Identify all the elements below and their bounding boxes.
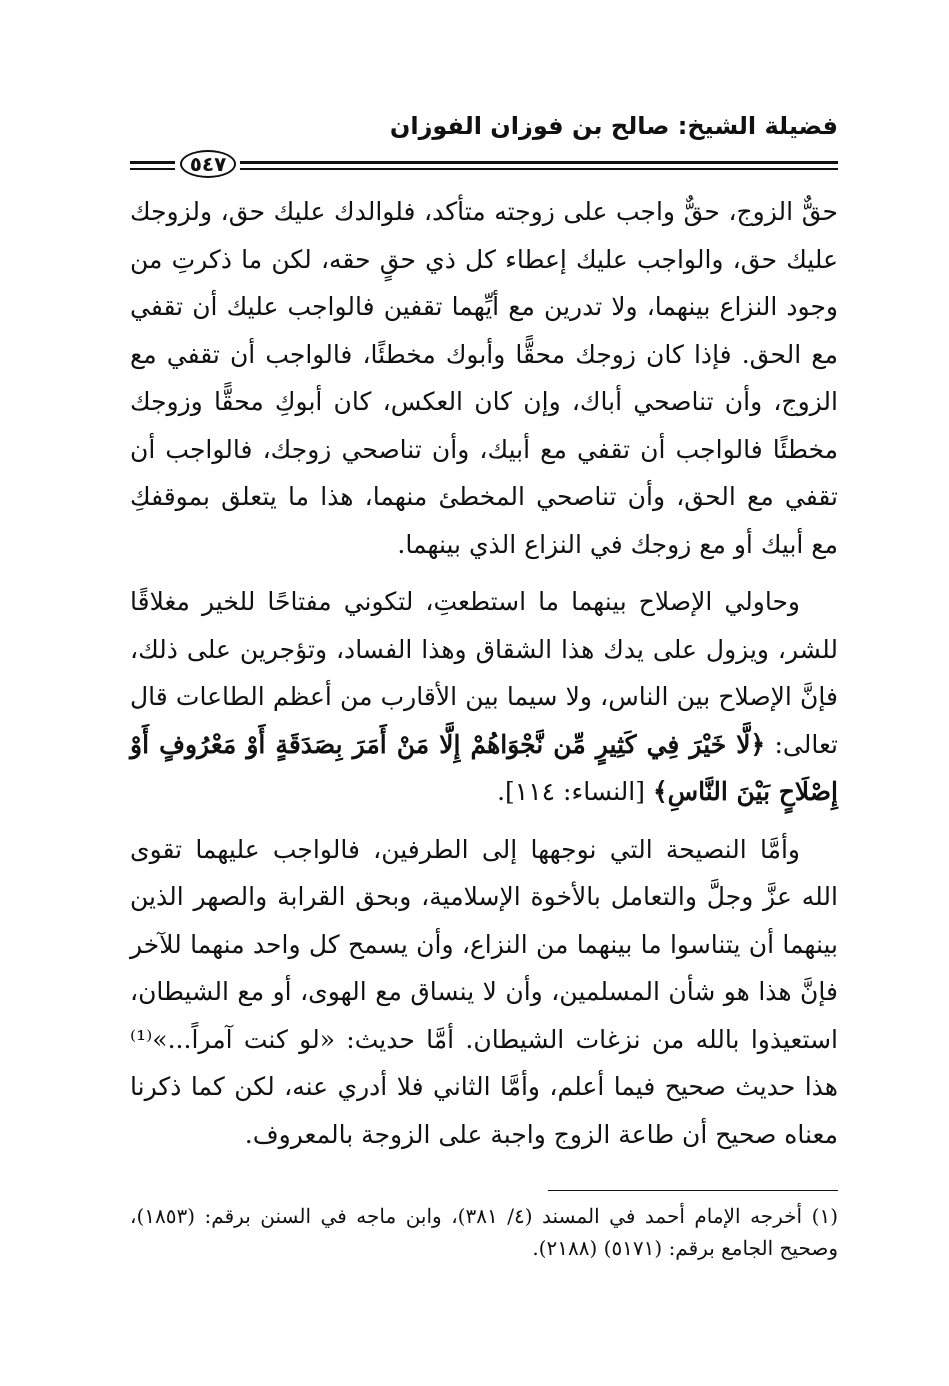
paragraph-2-text: وحاولي الإصلاح بينهما ما استطعتِ، لتكوني مفتاحًا للخير مغلاقًا للشر، ويزول على يدك هذا الشقاق وهذا الفساد، وتؤجرين على ذلك، فإنَّ الإصلاح بين الناس، ولا سيما بين الأقارب من أعظم الطاعات قال تعالى: — [130, 587, 838, 759]
paragraph-2 — [130, 578, 838, 816]
quran-reference: [النساء: ١١٤]. — [497, 777, 653, 806]
page-number-badge: ٥٤٧ — [180, 150, 236, 178]
header-rule-left — [130, 161, 175, 170]
page-header — [130, 108, 838, 188]
footnotes — [130, 1200, 838, 1264]
header-rule — [130, 150, 838, 180]
running-title: فضيلة الشيخ: صالح بن فوزان الفوزان — [389, 112, 838, 140]
main-text — [130, 188, 838, 1158]
paragraph-3: وأمَّا النصيحة التي نوجهها إلى الطرفين، فالواجب عليهما تقوى الله عزَّ وجلَّ والتعامل بالأخوة الإسلامية، وبحق القرابة والصهر الذين بينهما أن يتناسوا ما بينهما من النزاع، وأن يسمح كل واحد منهما للآخر فإنَّ هذا هو شأن المسلمين، وأن لا ينساق مع الهوى، أو مع الشيطان، استعيذوا بالله من نزغات الشيطان. أمَّا حديث: «لو كنت آمراً...»⁽¹⁾ هذا حديث صحيح فيما أعلم، وأمَّا الثاني فلا أدري عنه، لكن كما ذكرنا معناه صحيح أن طاعة الزوج واجبة على الزوجة بالمعروف. — [130, 834, 838, 1149]
footnote-separator — [548, 1190, 838, 1191]
quran-verse: ﴿لَّا خَيْرَ فِي كَثِيرٍ مِّن نَّجْوَاهُمْ إِلَّا مَنْ أَمَرَ بِصَدَقَةٍ أَوْ مَعْرُوفٍ أَوْ إِصْلَاحٍ بَيْنَ النَّاسِ﴾ — [130, 729, 838, 806]
header-rule-right — [240, 161, 838, 170]
footnote-1: (١) أخرجه الإمام أحمد في المسند (٤/ ٣٨١)، وابن ماجه في السنن برقم: (١٨٥٣)، وصحيح الجامع برقم: (٥١٧١) (٢١٨٨). — [130, 1204, 838, 1260]
paragraph-1: حقٌّ الزوج، حقٌّ واجب على زوجته متأكد، فلوالدك عليك حق، ولزوجك عليك حق، والواجب عليك إعطاء كل ذي حقٍ حقه، لكن ما ذكرتِ من وجود النزاع بينهما، ولا تدرين مع أيِّهما تقفين فالواجب عليك أن تقفي مع الحق. فإذا كان زوجك محقًّا وأبوك مخطئًا، فالواجب أن تقفي مع الزوج، وأن تناصحي أباك، وإن كان العكس، كان أبوكِ محقًّا وزوجك مخطئًا فالواجب أن تقفي مع أبيك، وأن تناصحي زوجك، فالواجب أن تقفي مع الحق، وأن تناصحي المخطئ منهما، هذا ما يتعلق بموقفكِ مع أبيك أو مع زوجك في النزاع الذي بينهما. — [130, 197, 838, 559]
